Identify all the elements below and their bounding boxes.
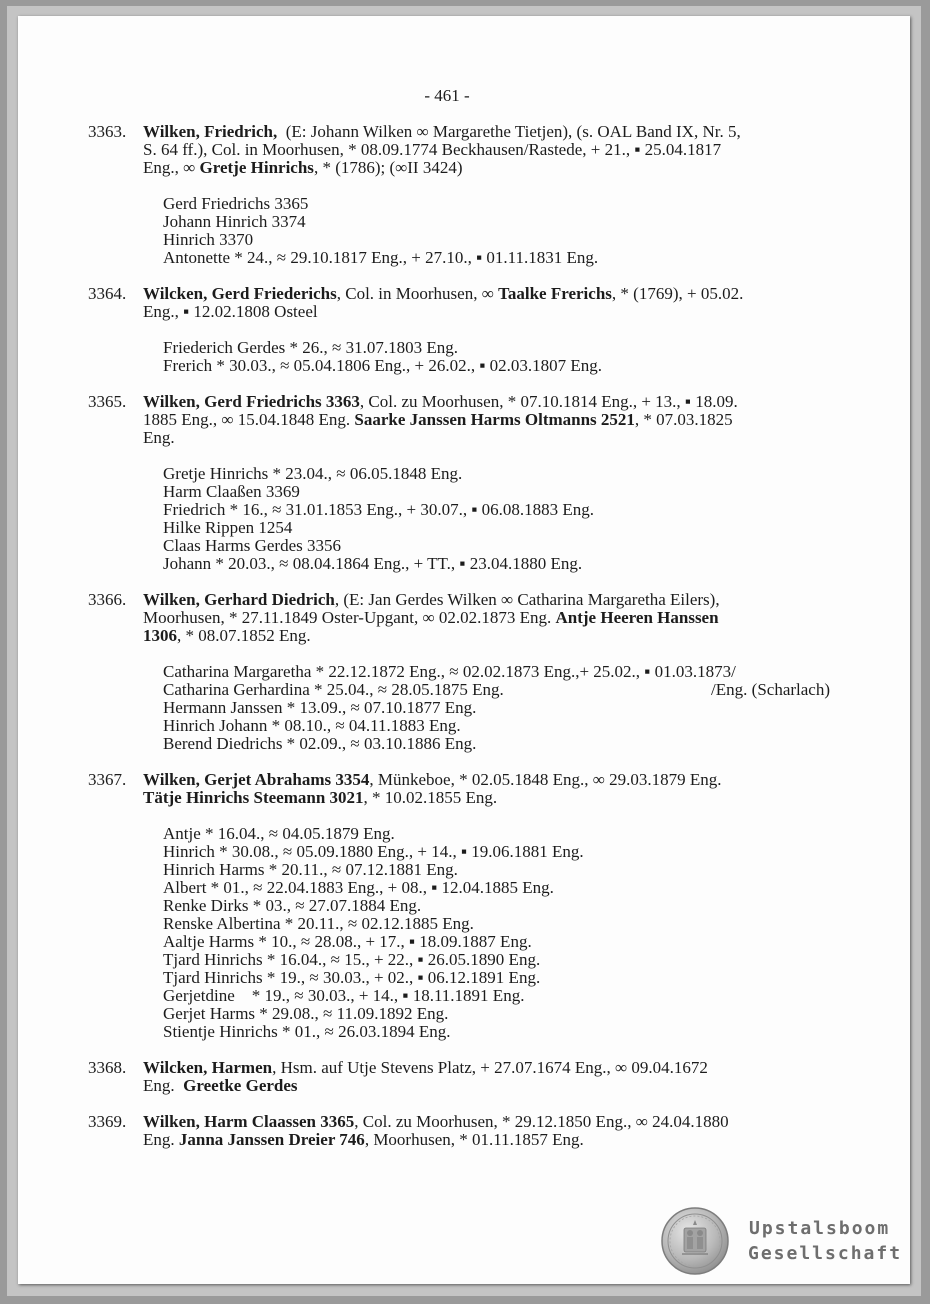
person-name: Wilken, Gerjet Abrahams 3354 (143, 770, 370, 789)
entry-detail: , Col. zu Moorhusen, * 07.10.1814 Eng., + 13., ▪ 18.09. (359, 392, 738, 411)
child-item (163, 483, 830, 501)
entry-line (143, 771, 843, 789)
children-list (163, 825, 830, 1041)
entry-detail: (E: Johann Wilken ∞ Margarethe Tietjen), (s. OAL Band IX, Nr. 5, (277, 122, 741, 141)
genealogy-entry (88, 393, 868, 573)
entry-detail: Eng., ▪ 12.02.1808 Osteel (143, 302, 318, 321)
genealogy-entry (88, 771, 868, 1041)
entry-detail: , Münkeboe, * 02.05.1848 Eng., ∞ 29.03.1879 Eng. (369, 770, 722, 789)
entry-detail: , (E: Jan Gerdes Wilken ∞ Catharina Margaretha Eilers), (334, 590, 720, 609)
child-text: Frerich * 30.03., ≈ 05.04.1806 Eng., + 26.02., ▪ 02.03.1807 Eng. (163, 356, 603, 375)
children-list (163, 339, 830, 375)
child-text: Renke Dirks * 03., ≈ 27.07.1884 Eng. (163, 896, 422, 915)
person-name: Wilken, Gerd Friedrichs 3363 (143, 392, 360, 411)
child-text: Gerd Friedrichs 3365 (163, 194, 309, 213)
entry-line (143, 159, 843, 177)
entry-detail: , * 08.07.1852 Eng. (177, 626, 311, 645)
child-item (163, 501, 830, 519)
entry-text (143, 285, 843, 321)
child-item (163, 339, 830, 357)
child-text: Hinrich Johann * 08.10., ≈ 04.11.1883 Eng. (163, 716, 461, 735)
genealogy-entry (88, 123, 868, 267)
child-item (163, 969, 830, 987)
child-text: Catharina Margaretha * 22.12.1872 Eng., ≈ 02.02.1873 Eng.,+ 25.02., ▪ 01.03.1873/ (163, 662, 736, 681)
genealogy-entry (88, 285, 868, 375)
child-text: Hinrich * 30.08., ≈ 05.09.1880 Eng., + 14., ▪ 19.06.1881 Eng. (163, 842, 584, 861)
entry-detail: Eng. (143, 428, 175, 447)
entry-line (143, 429, 843, 447)
child-text: Catharina Gerhardina * 25.04., ≈ 28.05.1875 Eng. (163, 680, 504, 699)
child-item (163, 231, 830, 249)
child-item (163, 699, 830, 717)
person-name: Taalke Frerichs (498, 284, 612, 303)
child-item (163, 717, 830, 735)
entry-line (143, 1077, 843, 1095)
entry-detail: 1885 Eng., ∞ 15.04.1848 Eng. (143, 410, 355, 429)
person-name: Wilken, Harm Claassen 3365 (143, 1112, 355, 1131)
child-item (163, 897, 830, 915)
entry-detail: , Moorhusen, * 01.11.1857 Eng. (364, 1130, 584, 1149)
logo-line-2: Gesellschaft (748, 1243, 903, 1264)
person-name: Janna Janssen Dreier 746 (178, 1130, 365, 1149)
person-name: Greetke Gerdes (183, 1076, 298, 1095)
child-text: Stientje Hinrichs * 01., ≈ 26.03.1894 Eng. (163, 1022, 451, 1041)
child-text: Hinrich Harms * 20.11., ≈ 07.12.1881 Eng. (163, 860, 458, 879)
person-name: Wilken, Friedrich, (143, 122, 278, 141)
entry-number: 3365. (88, 392, 127, 411)
person-name: Wilcken, Gerd Friederichs (143, 284, 337, 303)
child-item (163, 555, 830, 573)
child-item (163, 195, 830, 213)
entry-detail: , * 07.03.1825 (634, 410, 733, 429)
entry-detail: , Hsm. auf Utje Stevens Platz, + 27.07.1674 Eng., ∞ 09.04.1672 (272, 1058, 708, 1077)
child-text: Renske Albertina * 20.11., ≈ 02.12.1885 Eng. (163, 914, 474, 933)
child-item (163, 735, 830, 753)
child-text: Tjard Hinrichs * 16.04., ≈ 15., + 22., ▪ 26.05.1890 Eng. (163, 950, 541, 969)
children-list (163, 465, 830, 573)
entry-line (143, 1059, 843, 1077)
child-item (163, 681, 830, 699)
child-item (163, 537, 830, 555)
entry-number: 3369. (88, 1112, 127, 1131)
page-number: - 461 - (424, 86, 470, 105)
entry-line (143, 123, 843, 141)
entry-number: 3363. (88, 122, 127, 141)
person-name: 1306 (143, 626, 177, 645)
child-text: Hermann Janssen * 13.09., ≈ 07.10.1877 Eng. (163, 698, 477, 717)
child-item (163, 249, 830, 267)
child-item (163, 987, 830, 1005)
society-logo-text (749, 1216, 902, 1266)
entry-line (143, 393, 843, 411)
entry-detail: , * 10.02.1855 Eng. (363, 788, 498, 807)
entry-line (143, 609, 843, 627)
entry-text (143, 1059, 843, 1095)
entry-line (143, 141, 843, 159)
child-text: Friedrich * 16., ≈ 31.01.1853 Eng., + 30.07., ▪ 06.08.1883 Eng. (163, 500, 595, 519)
entry-line (143, 303, 843, 321)
person-name: Antje Heeren Hanssen (555, 608, 719, 627)
child-item (163, 825, 830, 843)
child-text: Albert * 01., ≈ 22.04.1883 Eng., + 08., ▪ 12.04.1885 Eng. (163, 878, 554, 897)
child-text: Gretje Hinrichs * 23.04., ≈ 06.05.1848 Eng. (163, 464, 463, 483)
entry-text (143, 123, 843, 177)
genealogy-entry (88, 1113, 868, 1149)
child-item (163, 465, 830, 483)
entry-text (143, 591, 843, 645)
entry-detail: , Col. in Moorhusen, ∞ (336, 284, 499, 303)
child-text: Claas Harms Gerdes 3356 (163, 536, 341, 555)
child-text: Harm Claaßen 3369 (163, 482, 300, 501)
child-item (163, 663, 830, 681)
entry-line (143, 285, 843, 303)
person-name: Wilcken, Harmen (143, 1058, 273, 1077)
children-list (163, 663, 830, 753)
child-item (163, 915, 830, 933)
entry-line (143, 1113, 843, 1131)
child-text: Tjard Hinrichs * 19., ≈ 30.03., + 02., ▪ 06.12.1891 Eng. (163, 968, 541, 987)
child-text: Friederich Gerdes * 26., ≈ 31.07.1803 Eng. (163, 338, 458, 357)
entry-detail: Moorhusen, * 27.11.1849 Oster-Upgant, ∞ 02.02.1873 Eng. (143, 608, 556, 627)
child-item (163, 933, 830, 951)
child-item (163, 951, 830, 969)
child-text: Berend Diedrichs * 02.09., ≈ 03.10.1886 Eng. (163, 734, 477, 753)
person-name: Gretje Hinrichs (199, 158, 314, 177)
entry-text (143, 771, 843, 807)
child-text: Johann Hinrich 3374 (163, 212, 306, 231)
entry-line (143, 411, 843, 429)
person-name: Wilken, Gerhard Diedrich (143, 590, 335, 609)
child-text: Hinrich 3370 (163, 230, 254, 249)
entry-line (143, 789, 843, 807)
person-name: Tätje Hinrichs Steemann 3021 (143, 788, 364, 807)
entry-number: 3364. (88, 284, 127, 303)
entry-line (143, 1131, 843, 1149)
child-item (163, 843, 830, 861)
child-item (163, 861, 830, 879)
entry-line (143, 591, 843, 609)
entry-detail: , Col. zu Moorhusen, * 29.12.1850 Eng., ∞ 24.04.1880 (354, 1112, 729, 1131)
entry-detail: , * (1786); (∞II 3424) (313, 158, 463, 177)
person-name: Saarke Janssen Harms Oltmanns 2521 (354, 410, 635, 429)
child-item (163, 1005, 830, 1023)
entry-detail: Eng. (143, 1076, 184, 1095)
child-item (163, 357, 830, 375)
logo-line-1: Upstalsboom (749, 1218, 891, 1239)
child-text: Aaltje Harms * 10., ≈ 28.08., + 17., ▪ 18.09.1887 Eng. (163, 932, 532, 951)
child-text: Antonette * 24., ≈ 29.10.1817 Eng., + 27.10., ▪ 01.11.1831 Eng. (163, 248, 599, 267)
genealogy-entries (88, 123, 868, 1167)
child-text: Antje * 16.04., ≈ 04.05.1879 Eng. (163, 824, 395, 843)
seal-icon (660, 1206, 730, 1276)
child-text: Gerjetdine * 19., ≈ 30.03., + 14., ▪ 18.11.1891 Eng. (163, 986, 525, 1005)
entry-detail: , * (1769), + 05.02. (611, 284, 744, 303)
entry-detail: Eng., ∞ (143, 158, 200, 177)
child-item (163, 213, 830, 231)
genealogy-entry (88, 1059, 868, 1095)
entry-number: 3368. (88, 1058, 127, 1077)
child-text: Hilke Rippen 1254 (163, 518, 293, 537)
children-list (163, 195, 830, 267)
entry-number: 3367. (88, 770, 127, 789)
entry-detail: Eng. (143, 1130, 179, 1149)
child-text: Gerjet Harms * 29.08., ≈ 11.09.1892 Eng. (163, 1004, 449, 1023)
child-item (163, 1023, 830, 1041)
child-note: /Eng. (Scharlach) (711, 680, 830, 699)
child-text: Johann * 20.03., ≈ 08.04.1864 Eng., + TT., ▪ 23.04.1880 Eng. (163, 554, 583, 573)
entry-number: 3366. (88, 590, 127, 609)
entry-text (143, 393, 843, 447)
genealogy-entry (88, 591, 868, 753)
entry-line (143, 627, 843, 645)
entry-detail: S. 64 ff.), Col. in Moorhusen, * 08.09.1774 Beckhausen/Rastede, + 21., ▪ 25.04.1817 (143, 140, 722, 159)
entry-text (143, 1113, 843, 1149)
child-item (163, 879, 830, 897)
child-item (163, 519, 830, 537)
